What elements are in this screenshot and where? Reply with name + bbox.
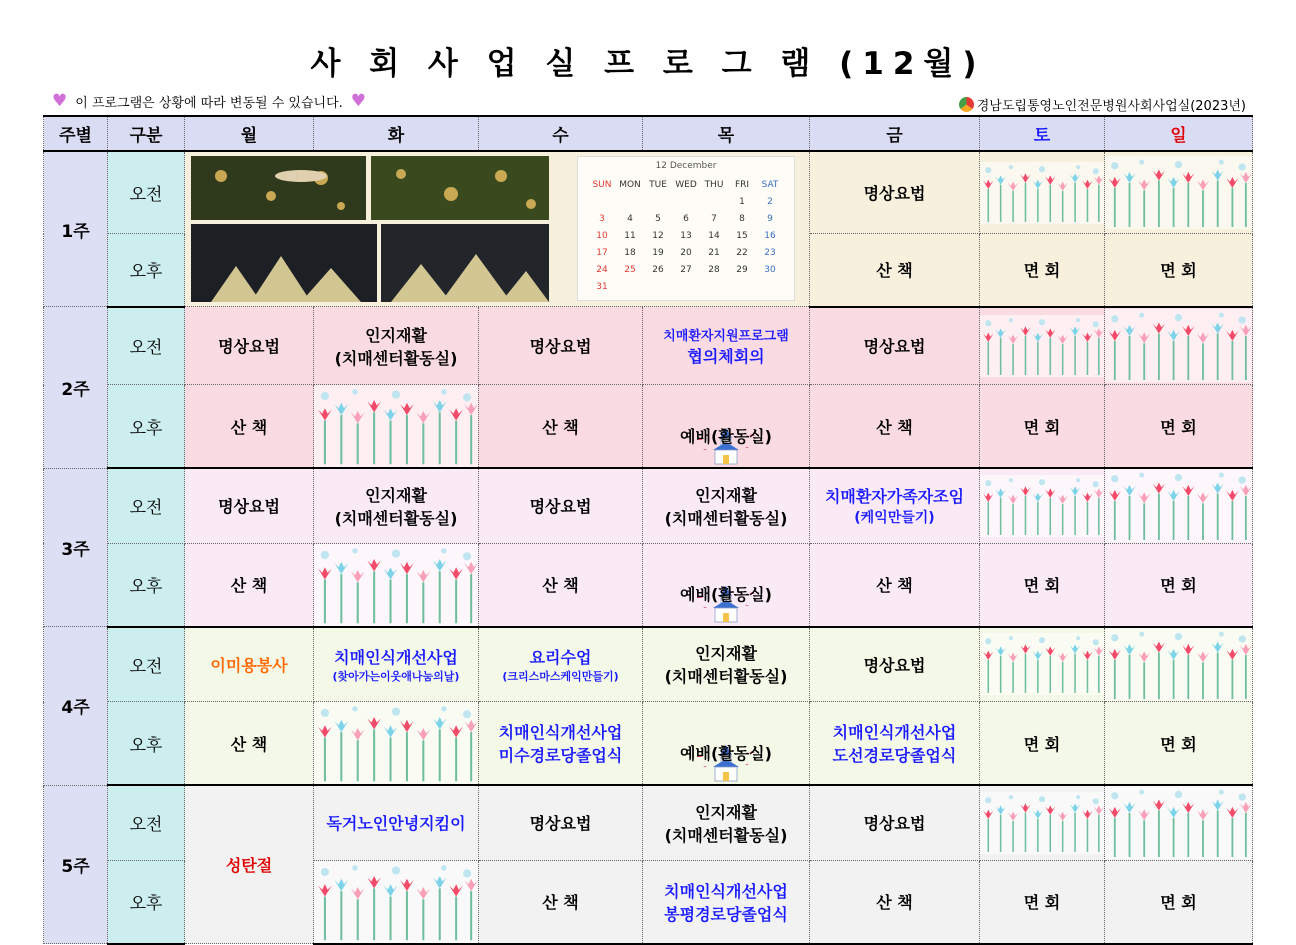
w4-fri-am: 명상요법 (810, 627, 980, 702)
w4-sun-am (1105, 627, 1253, 702)
w5-sun-pm: 면 회 (1105, 860, 1253, 944)
w5-sat-am (980, 785, 1105, 860)
calendar-date: 23 (764, 247, 776, 258)
w2-mon-pm: 산 책 (185, 385, 314, 469)
tulip-flowers-image (1105, 786, 1252, 860)
w5-fri-am: 명상요법 (810, 785, 980, 860)
cell-line: 도선경로당졸업식 (832, 746, 957, 765)
header-sat: 토 (980, 116, 1105, 151)
w1-sun-am (1105, 151, 1253, 234)
w5-tue-am: 독거노인안녕지킴이 (314, 785, 479, 860)
calendar-day: MON (619, 179, 641, 190)
w5-sat-pm: 면 회 (980, 860, 1105, 944)
week-label: 3주 (44, 468, 108, 627)
w1-sun-pm: 면 회 (1105, 234, 1253, 307)
tulip-flowers-image (1105, 628, 1252, 702)
cell-line: 치매인식개선사업 (664, 881, 788, 901)
w5-fri-pm: 산 책 (810, 860, 980, 944)
cell-line: 인지재활 (695, 644, 757, 664)
tulip-flowers-image (314, 544, 478, 626)
cell-line: 치매인식개선사업 (498, 723, 623, 742)
calendar-date: 12 (652, 230, 664, 241)
w2-wed-am: 명상요법 (479, 307, 643, 385)
calendar-date: 2 (767, 196, 773, 207)
period-pm: 오후 (108, 385, 185, 469)
calendar-date: 14 (708, 230, 720, 241)
w3-fri-pm: 산 책 (810, 543, 980, 627)
week5-am-row (44, 785, 1253, 860)
cell-line: 치매인식개선사업 (334, 647, 458, 667)
week-label: 4주 (44, 627, 108, 786)
w4-thu-am (643, 627, 810, 702)
w4-sun-pm: 면 회 (1105, 702, 1253, 786)
cell-line: 예배(활동실) (680, 426, 772, 446)
calendar-date: 8 (739, 213, 745, 224)
period-am: 오전 (108, 151, 185, 234)
header-mon: 월 (185, 116, 314, 151)
cell-line: 인지재활 (365, 325, 427, 345)
christmas-photo (191, 156, 549, 302)
calendar-date: 7 (711, 213, 717, 224)
w3-sat-pm: 면 회 (980, 543, 1105, 627)
w3-thu-am (643, 468, 810, 543)
cell-line: 치매인식개선사업 (832, 723, 957, 742)
calendar-day: TUE (649, 179, 667, 190)
calendar-day: FRI (734, 179, 750, 190)
w3-tue-am (314, 468, 479, 543)
week3-pm-row (44, 543, 1253, 627)
header-period: 구분 (108, 116, 185, 151)
calendar-date: 31 (596, 281, 608, 292)
organization (959, 95, 1246, 114)
calendar-image (577, 156, 795, 301)
cell-line: (치매센터활동실) (664, 667, 788, 687)
hospital-logo-icon (959, 97, 974, 112)
tulip-flowers-image (314, 861, 478, 943)
tulip-flowers-image (314, 385, 478, 467)
header-thu: 목 (643, 116, 810, 151)
period-am: 오전 (108, 307, 185, 385)
tulip-flowers-image (1105, 156, 1252, 230)
w3-tue-pm (314, 543, 479, 627)
tulip-flowers-image (980, 792, 1104, 854)
notice (52, 92, 366, 111)
w1-sat-am (980, 151, 1105, 234)
calendar-date: 26 (652, 264, 664, 275)
header-tue: 화 (314, 116, 479, 151)
w5-mon: 성탄절 (185, 785, 314, 944)
w3-fri-am (810, 468, 980, 543)
calendar-date (700, 193, 728, 210)
week2-pm-row (44, 385, 1253, 469)
w4-sat-am (980, 627, 1105, 702)
w2-thu-pm (643, 385, 810, 469)
header-sun: 일 (1105, 116, 1253, 151)
cell-line: 요리수업 (529, 647, 592, 667)
tulip-flowers-image (1105, 469, 1252, 543)
period-am: 오전 (108, 468, 185, 543)
w4-fri-pm (810, 702, 980, 786)
tulip-flowers-image (980, 633, 1104, 695)
calendar-date: 21 (708, 247, 720, 258)
tulip-flowers-image (1105, 309, 1252, 383)
w3-wed-pm: 산 책 (479, 543, 643, 627)
cell-line: (치매센터활동실) (334, 508, 458, 528)
calendar-date: 20 (680, 247, 692, 258)
w5-wed-pm: 산 책 (479, 860, 643, 944)
w1-sat-pm: 면 회 (980, 234, 1105, 307)
page-title: 사 회 사 업 실 프 로 그 램 (12월) (310, 46, 986, 82)
calendar-day: THU (704, 179, 724, 190)
cell-line: (치매센터활동실) (334, 348, 458, 368)
w4-wed-am (479, 627, 643, 702)
w3-thu-pm (643, 543, 810, 627)
calendar-date: 28 (708, 264, 720, 275)
heart-icon: ♥ (350, 91, 367, 111)
calendar-date: 13 (680, 230, 692, 241)
header-wed: 수 (479, 116, 643, 151)
w2-fri-am: 명상요법 (810, 307, 980, 385)
w3-sat-am (980, 468, 1105, 543)
calendar-date: 1 (739, 196, 745, 207)
w5-thu-am (643, 785, 810, 860)
w5-sun-am (1105, 785, 1253, 860)
cell-line: (찾아가는이웃애나눔의날) (332, 669, 460, 683)
cell-line: 치매환자지원프로그램 (663, 328, 789, 344)
calendar-day: SUN (592, 179, 612, 190)
heart-icon: ♥ (52, 91, 68, 111)
tulip-flowers-image (980, 315, 1104, 377)
cell-line: 치매환자가족자조임 (824, 487, 965, 507)
cell-line: (치매센터활동실) (664, 508, 788, 528)
calendar-date: 9 (767, 213, 773, 224)
organization-name: 경남도립통영노인전문병원사회사업실(2023년) (976, 99, 1246, 114)
calendar-date: 16 (764, 230, 776, 241)
cell-line: 인지재활 (365, 485, 427, 505)
cell-line: (크리스마스케익만들기) (502, 669, 619, 683)
w2-thu-am (643, 307, 810, 385)
calendar-date: 25 (624, 264, 636, 275)
calendar-date (588, 193, 616, 210)
w2-sun-pm: 면 회 (1105, 385, 1253, 469)
w4-wed-pm (479, 702, 643, 786)
calendar-month-label: 12 December (655, 161, 717, 171)
calendar-date: 10 (596, 230, 608, 241)
cell-line: 인지재활 (695, 485, 757, 505)
w2-tue-pm (314, 385, 479, 469)
w2-sat-am (980, 307, 1105, 385)
w3-mon-pm: 산 책 (185, 543, 314, 627)
cell-line: 인지재활 (695, 802, 757, 822)
week-label: 5주 (44, 785, 108, 944)
period-am: 오전 (108, 785, 185, 860)
week4-am-row (44, 627, 1253, 702)
week3-am-row (44, 468, 1253, 543)
calendar-date: 3 (599, 213, 605, 224)
w3-sun-am (1105, 468, 1253, 543)
w4-thu-pm (643, 702, 810, 786)
w2-sat-pm: 면 회 (980, 385, 1105, 469)
w2-fri-pm: 산 책 (810, 385, 980, 469)
cell-line: 협의체회의 (687, 346, 765, 366)
cell-line: (치매센터활동실) (664, 825, 788, 845)
cell-line: (케익만들기) (854, 510, 935, 527)
tulip-flowers-image (314, 702, 478, 784)
cell-line: 봉평경로당졸업식 (664, 904, 788, 924)
notice-text: 이 프로그램은 상황에 따라 변동될 수 있습니다. (75, 96, 343, 111)
period-pm: 오후 (108, 860, 185, 944)
w4-tue-am (314, 627, 479, 702)
calendar-date (616, 193, 644, 210)
period-pm: 오후 (108, 702, 185, 786)
cell-line: 미수경로당졸업식 (498, 746, 623, 765)
w5-thu-pm (643, 860, 810, 944)
period-pm: 오후 (108, 234, 185, 307)
w2-mon-am: 명상요법 (185, 307, 314, 385)
header-week: 주별 (44, 116, 108, 151)
w3-sun-pm: 면 회 (1105, 543, 1253, 627)
w2-sun-am (1105, 307, 1253, 385)
w1-fri-pm: 산 책 (810, 234, 980, 307)
tulip-flowers-image (980, 475, 1104, 537)
calendar-grid (588, 176, 784, 295)
calendar-date: 15 (736, 230, 748, 241)
cell-line: 예배(활동실) (680, 743, 772, 763)
w4-mon-am: 이미용봉사 (185, 627, 314, 702)
calendar-date: 11 (624, 230, 636, 241)
week-label: 2주 (44, 307, 108, 469)
period-am: 오전 (108, 627, 185, 702)
w2-wed-pm: 산 책 (479, 385, 643, 469)
calendar-date: 27 (680, 264, 692, 275)
calendar-date: 24 (596, 264, 608, 275)
schedule-table (43, 115, 1253, 945)
week1-images (185, 151, 810, 307)
w3-wed-am: 명상요법 (479, 468, 643, 543)
w4-sat-pm: 면 회 (980, 702, 1105, 786)
calendar-date: 19 (652, 247, 664, 258)
week-label: 1주 (44, 151, 108, 307)
w4-tue-pm (314, 702, 479, 786)
week2-am-row (44, 307, 1253, 385)
calendar-date: 5 (655, 213, 661, 224)
calendar-date: 4 (627, 213, 633, 224)
tulip-flowers-image (980, 162, 1104, 224)
calendar-day: SAT (761, 179, 779, 190)
w4-mon-pm: 산 책 (185, 702, 314, 786)
w5-wed-am: 명상요법 (479, 785, 643, 860)
calendar-date: 22 (736, 247, 748, 258)
header-row (44, 116, 1253, 151)
period-pm: 오후 (108, 543, 185, 627)
calendar-date (644, 193, 672, 210)
calendar-date: 17 (596, 247, 608, 258)
w2-tue-am (314, 307, 479, 385)
w3-mon-am: 명상요법 (185, 468, 314, 543)
calendar-date (672, 193, 700, 210)
calendar-day: WED (675, 179, 697, 190)
header-fri: 금 (810, 116, 980, 151)
calendar-date: 29 (736, 264, 748, 275)
week1-am-row (44, 151, 1253, 234)
cell-line: 예배(활동실) (680, 585, 772, 604)
w5-tue-pm (314, 860, 479, 944)
calendar-date: 30 (764, 264, 776, 275)
calendar-date: 18 (624, 247, 636, 258)
w1-fri-am: 명상요법 (810, 151, 980, 234)
week4-pm-row (44, 702, 1253, 786)
calendar-date: 6 (683, 213, 689, 224)
